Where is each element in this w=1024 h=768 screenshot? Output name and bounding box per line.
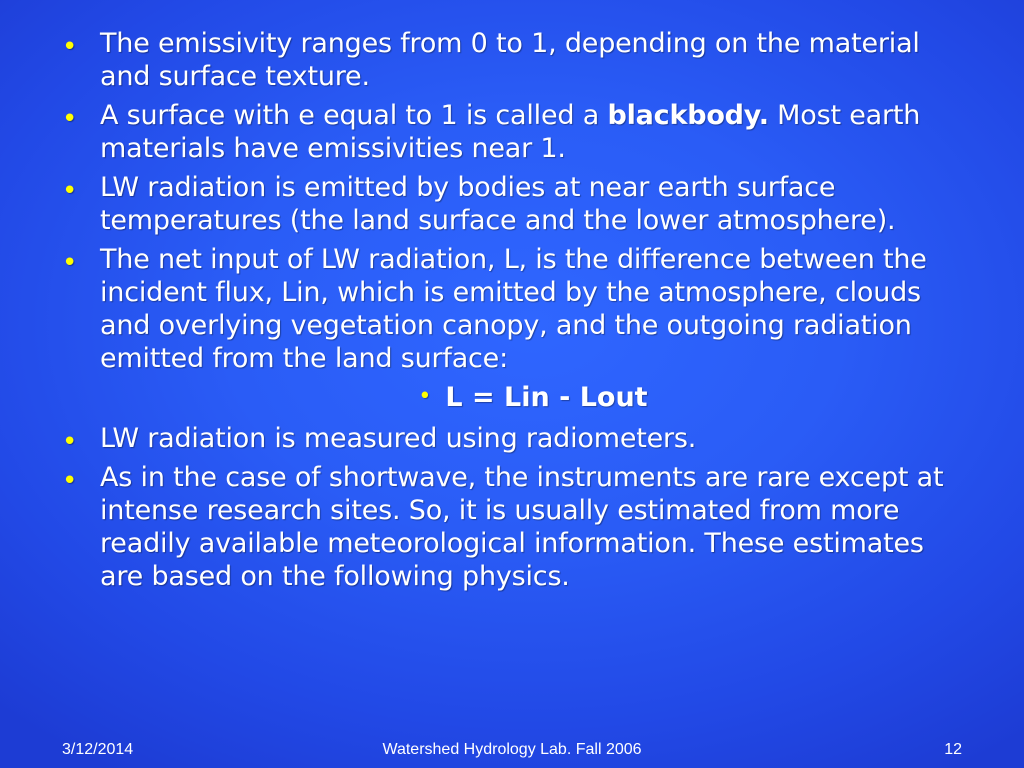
footer-title: Watershed Hydrology Lab. Fall 2006 [382,741,642,758]
bullet-radiometers [56,422,966,455]
bullet-list [56,27,966,599]
bullet-icon: • [62,32,78,62]
slide-footer [0,741,1024,761]
bullet-blackbody [56,99,966,165]
bullet-icon: • [62,427,78,457]
blackbody-term: blackbody. [607,100,769,131]
bullet-text: As in the case of shortwave, the instruments are rare except at intense research sites. So, it is usually estimated from more readily available meteorological information. These estimates are based on the following physics. [100,462,944,592]
bullet-text-before: A surface with e equal to 1 is called a [100,100,608,131]
page-number: 12 [944,741,962,758]
footer-date: 3/12/2014 [62,741,134,758]
bullet-icon: • [62,466,78,496]
bullet-icon: • [62,176,78,206]
bullet-text: The emissivity ranges from 0 to 1, depending on the material and surface texture. [100,28,920,92]
bullet-net-input [56,243,966,375]
bullet-icon: • [62,104,78,134]
equation-item [56,381,966,416]
bullet-text-after: Most earth materials have emissivities near 1. [100,100,921,164]
bullet-text: LW radiation is emitted by bodies at near earth surface temperatures (the land surface and the lower atmosphere). [100,172,896,236]
bullet-icon: • [418,384,432,409]
bullet-text: The net input of LW radiation, L, is the difference between the incident flux, Lin, which is emitted by the atmosphere, clouds and overlying vegetation canopy, and the outgoing radiation emitted from the land surface: [100,244,927,374]
bullet-estimation [56,461,966,593]
equation-text: L = Lin - Lout [445,382,648,413]
bullet-emissivity-range [56,27,966,93]
bullet-icon: • [62,248,78,278]
bullet-lw-emission [56,171,966,237]
bullet-text: LW radiation is measured using radiometers. [100,423,697,454]
